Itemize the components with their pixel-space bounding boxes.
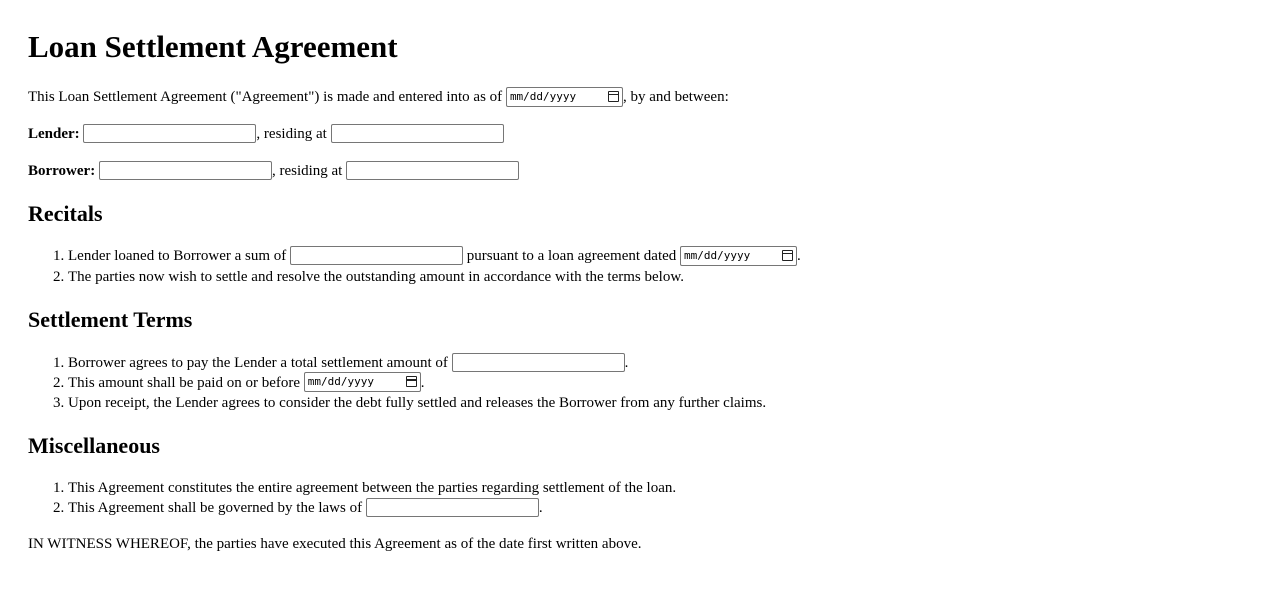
list-item: 1. Lender loaned to Borrower a sum of pursuant to a loan agreement dated mm/dd/yyyy . [68, 246, 1278, 267]
settlement-amount-input[interactable] [452, 353, 625, 372]
page-title: Loan Settlement Agreement [28, 29, 398, 64]
list-item: 2. The parties now wish to settle and resolve the outstanding amount in accordance with the terms below. [68, 267, 1278, 287]
lender-residing-label: , residing at [256, 126, 327, 142]
agreement-date-input[interactable]: mm/dd/yyyy [506, 87, 623, 107]
recitals-list [28, 246, 1278, 287]
lender-line [28, 123, 1278, 145]
payment-date-input[interactable]: mm/dd/yyyy [304, 372, 421, 392]
calendar-icon[interactable] [782, 250, 793, 261]
calendar-icon[interactable] [608, 91, 619, 102]
list-item: 2. This amount shall be paid on or before mm/dd/yyyy . [68, 373, 1278, 394]
calendar-icon[interactable] [406, 376, 417, 387]
lender-label: Lender: [28, 126, 80, 142]
lender-address-input[interactable] [331, 124, 504, 143]
intro-paragraph [28, 86, 1278, 108]
list-item: 2. This Agreement shall be governed by the laws of . [68, 498, 1278, 518]
recitals-heading: Recitals [28, 201, 103, 226]
miscellaneous-heading: Miscellaneous [28, 433, 160, 459]
borrower-line [28, 160, 1278, 182]
intro-text-end: , by and between: [622, 89, 729, 105]
intro-text: This Loan Settlement Agreement ("Agreement") is made and entered into as of [28, 89, 506, 105]
lender-name-input[interactable] [83, 124, 256, 143]
borrower-address-input[interactable] [346, 161, 519, 180]
misc-list [28, 478, 1278, 518]
borrower-label: Borrower: [28, 163, 96, 179]
borrower-residing-label: , residing at [271, 163, 343, 179]
list-item: 1. This Agreement constitutes the entire agreement between the parties regarding settlement of the loan. [68, 478, 1278, 498]
borrower-name-input[interactable] [99, 161, 272, 180]
list-item: 3. Upon receipt, the Lender agrees to consider the debt fully settled and releases the Borrower from any further claims. [68, 393, 1278, 413]
terms-list [28, 353, 1278, 414]
settlement-terms-heading: Settlement Terms [28, 306, 193, 332]
witness-statement: IN WITNESS WHEREOF, the parties have executed this Agreement as of the date first written above. [28, 536, 642, 553]
governing-law-input[interactable] [366, 498, 539, 517]
list-item: 1. Borrower agrees to pay the Lender a total settlement amount of . [68, 353, 1278, 373]
loan-amount-input[interactable] [290, 246, 463, 265]
loan-agreement-date-input[interactable]: mm/dd/yyyy [680, 246, 797, 266]
